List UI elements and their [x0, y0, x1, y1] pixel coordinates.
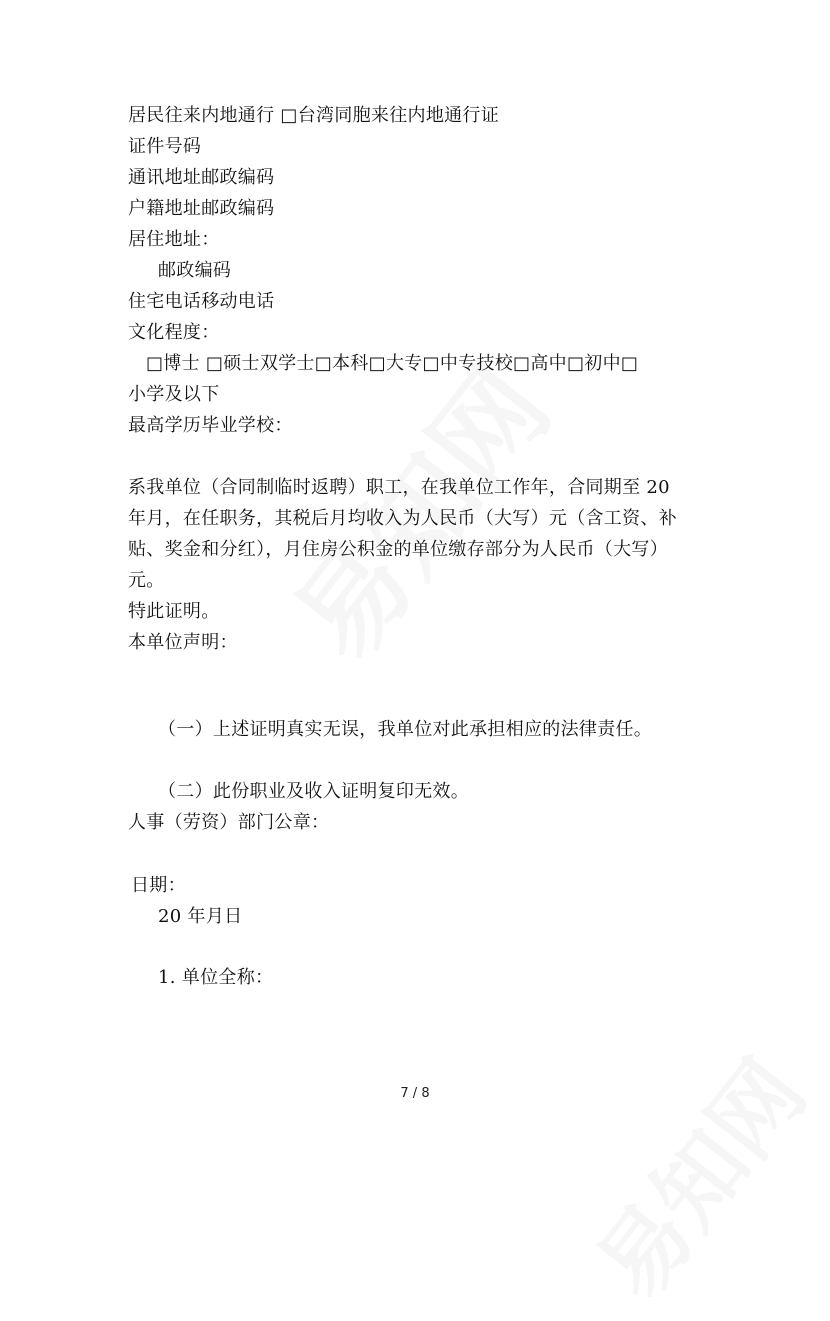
- text-line-residential-address: 居住地址：: [128, 229, 220, 250]
- text-line-mailing-address: 通讯地址邮政编码: [128, 167, 275, 188]
- text-line-education-label: 文化程度：: [128, 322, 220, 343]
- page-number: 7 / 8: [400, 1086, 430, 1101]
- declaration-item-1: （一）上述证明真实无误，我单位对此承担相应的法律责任。: [158, 719, 653, 740]
- text-line-hereby-certify: 特此证明。: [128, 601, 220, 622]
- paragraph-employment-line-3: 贴、奖金和分红），月住房公积金的单位缴存部分为人民币（大写）: [128, 539, 668, 560]
- text-line-company-name: 1. 单位全称：: [158, 967, 274, 988]
- text-line-id-number: 证件号码: [128, 136, 202, 157]
- text-line-education-options: □博士 □硕士双学士□本科□大专□中专技校□高中□初中□: [146, 353, 639, 374]
- declaration-item-2: （二）此份职业及收入证明复印无效。: [158, 781, 470, 802]
- paragraph-employment-line-2: 年月，在任职务，其税后月均收入为人民币（大写）元（含工资、补: [128, 508, 677, 529]
- text-line-date-value: 20 年月日: [158, 906, 243, 927]
- text-line-permit: 居民往来内地通行 □台湾同胞来往内地通行证: [128, 105, 500, 126]
- text-line-declaration-label: 本单位声明：: [128, 632, 238, 653]
- text-line-graduation-school: 最高学历毕业学校：: [128, 415, 293, 436]
- watermark-bottom: [561, 1029, 830, 1321]
- text-line-official-seal: 人事（劳资）部门公章：: [128, 812, 330, 833]
- paragraph-employment-line-1: 系我单位（合同制临时返聘）职工，在我单位工作年，合同期至 20: [128, 477, 670, 498]
- text-line-phone: 住宅电话移动电话: [128, 291, 275, 312]
- text-line-postcode: 邮政编码: [158, 260, 232, 281]
- paragraph-employment-line-4: 元。: [128, 570, 165, 591]
- text-line-education-options-cont: 小学及以下: [128, 384, 220, 405]
- text-line-household-address: 户籍地址邮政编码: [128, 198, 275, 219]
- text-line-date-label: 日期：: [131, 875, 186, 896]
